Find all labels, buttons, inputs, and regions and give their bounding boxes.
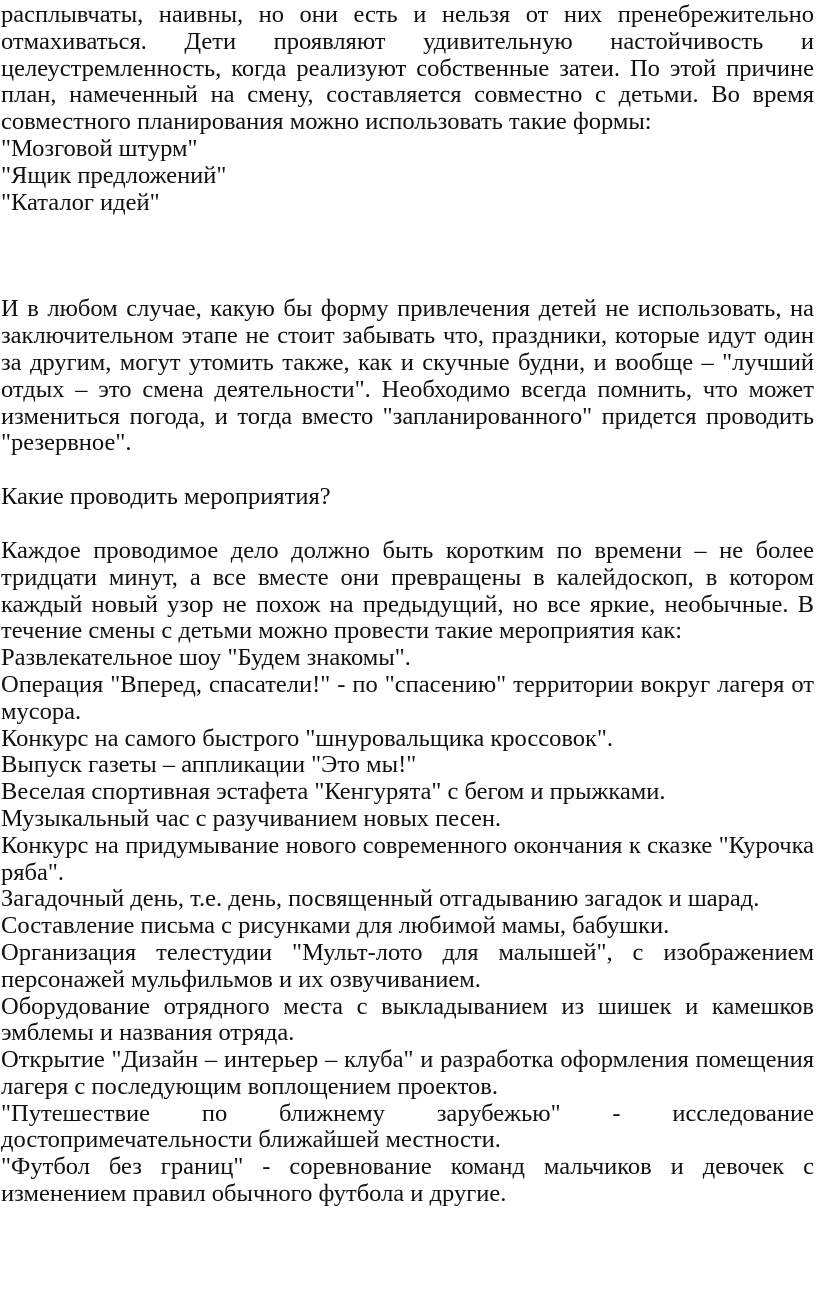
event-item: Составление письма с рисунками для любимой мамы, бабушки. [1,912,670,940]
blank-space [1,511,814,538]
events-intro-paragraph: Каждое проводимое дело должно быть коротким по времени – не более тридцати минут, а все вместе они превращены в калейдоскоп, в котором каждый новый узор не похож на предыдущий, но все яркие, необычные. В течение смены с детьми можно провести такие мероприятия как: [1,536,814,645]
event-item: Музыкальный час с разучиванием новых песен. [1,804,502,832]
event-item: Оборудование отрядного места с выкладыванием из шишек и камешков эмблемы и названия отряда. [1,992,814,1047]
event-item: Выпуск газеты – аппликации "Это мы!" [1,751,417,779]
planning-form-item: "Мозговой штурм" [1,134,198,162]
event-item: Конкурс на самого быстрого "шнуровальщика кроссовок". [1,724,614,752]
reminder-paragraph: И в любом случае, какую бы форму привлечения детей не использовать, на заключительном этапе не стоит забывать что, праздники, которые идут один за другим, могут утомить также, как и скучные будни, и вообще – "лучший отдых – это смена деятельности". Необходимо всегда помнить, что может измениться погода, и тогда вместо "запланированного" придется проводить "резервное". [1,295,814,457]
event-item: "Футбол без границ" - соревнование команд мальчиков и девочек с изменением правил обычного футбола и другие. [1,1153,814,1208]
planning-form-item: "Каталог идей" [1,188,160,216]
blank-space [1,216,814,296]
blank-space [1,457,814,484]
event-item: Развлекательное шоу "Будем знакомы". [1,644,411,672]
event-item: Операция "Вперед, спасатели!" - по "спасению" территории вокруг лагеря от мусора. [1,670,814,725]
event-item: "Путешествие по ближнему зарубежью" - исследование достопримечательности ближайшей местности. [1,1099,814,1154]
planning-forms-list [1,136,814,216]
event-item: Веселая спортивная эстафета "Кенгурята" с бегом и прыжками. [1,778,666,806]
event-item: Загадочный день, т.е. день, посвященный отгадыванию загадок и шарад. [1,885,760,913]
intro-paragraph: расплывчаты, наивны, но они есть и нельзя от них пренебрежительно отмахиваться. Дети проявляют удивительную настойчивость и целеустремленность, когда реализуют собственные затеи. По этой причине план, намеченный на смену, составляется совместно с детьми. Во время совместного планирования можно использовать такие формы: [1,1,814,136]
event-item: Организация телестудии "Мульт-лото для малышей", с изображением персонажей мульфильмов и их озвучиванием. [1,938,814,993]
planning-form-item: "Ящик предложений" [1,161,227,189]
event-item: Конкурс на придумывание нового современного окончания к сказке "Курочка ряба". [1,831,814,886]
events-list [1,645,814,1208]
event-item: Открытие "Дизайн – интерьер – клуба" и разработка оформления помещения лагеря с последующим воплощением проектов. [1,1046,814,1100]
section-question: Какие проводить мероприятия? [1,483,331,511]
